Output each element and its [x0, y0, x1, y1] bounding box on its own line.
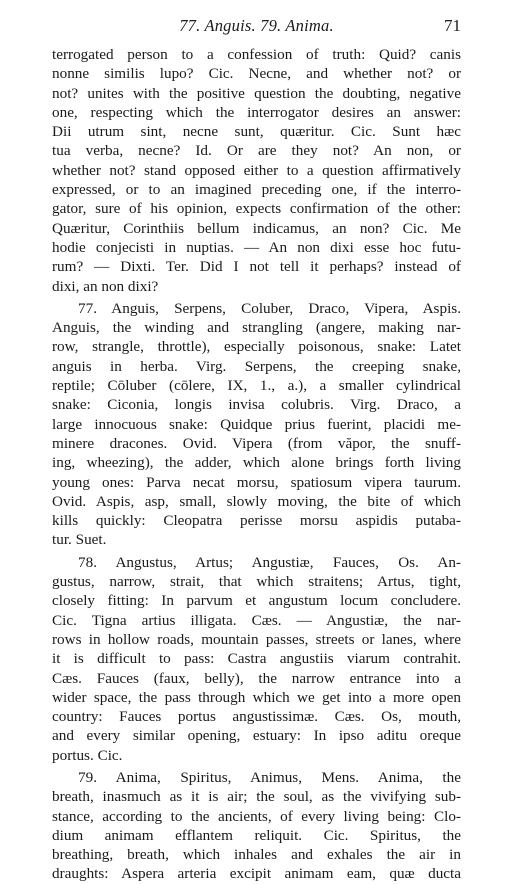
text-line: gator, sure of his opinion, expects confirmation of the other: — [52, 200, 461, 218]
section-heading-77: 77. Anguis, Serpens, Coluber, Draco, Vipera, Aspis. — [78, 299, 461, 317]
running-title: 77. Anguis. 79. Anima. — [179, 16, 334, 35]
text-line: ing, wheezing), the adder, which alone brings forth living — [52, 454, 461, 472]
text-line: wider space, the pass through which we get into a more open — [52, 688, 461, 706]
text-line: Ovid. Aspis, asp, small, slowly moving, the bite of which — [52, 492, 461, 510]
text-line: portus. Cic. — [52, 746, 123, 764]
text-line: one, respecting which the interrogator desires an answer: — [52, 103, 461, 121]
body-text — [52, 45, 461, 884]
text-line: Cic. Tigna artius illigata. Cæs. — Angustiæ, the nar- — [52, 611, 461, 629]
text-line: large innocuous snake: Quidque prius fuerint, placidi me- — [52, 415, 461, 433]
text-line: reptile; Cōluber (cōlere, IX, 1., a.), a smaller cylindrical — [52, 377, 461, 395]
text-line: nonne similis lupo? Cic. Necne, and whether not? or — [52, 65, 461, 83]
text-line: it is difficult to pass: Castra angustiis viarum contrahit. — [52, 650, 461, 668]
text-line: Cæs. Fauces (faux, belly), the narrow entrance into a — [52, 669, 461, 687]
text-line: whether not? stand opposed either to a question affirmatively — [52, 161, 461, 179]
text-line: closely fitting: In parvum et angustum locum concludere. — [52, 592, 461, 610]
text-line: snake: Ciconia, longis invisa colubris. Virg. Draco, a — [52, 396, 461, 414]
text-line: kills quickly: Cleopatra perisse morsu aspidis putaba- — [52, 512, 461, 530]
section-heading-78: 78. Angustus, Artus; Angustiæ, Fauces, Os. An- — [78, 553, 461, 571]
running-head — [52, 16, 461, 36]
text-line: Anguis, the winding and strangling (angere, making nar- — [52, 319, 461, 337]
text-line: rum? — Dixti. Ter. Did I not tell it perhaps? instead of — [52, 258, 461, 276]
text-line: minere dracones. Ovid. Vipera (from văpor, the snuff- — [52, 434, 461, 452]
text-line: rows in hollow roads, mountain passes, streets or lanes, where — [52, 630, 461, 648]
text-line: breathing, breath, which inhales and exhales the air in — [52, 846, 461, 864]
page-number: 71 — [444, 16, 461, 35]
text-line: terrogated person to a confession of truth: Quid? canis — [52, 46, 461, 63]
text-line: tur. Suet. — [52, 531, 107, 549]
text-line: stance, according to the ancients, of every living being: Clo- — [52, 807, 461, 825]
text-line: and every similar opening, estuary: In ipso aditu oreque — [52, 727, 461, 745]
text-line: Quæritur, Corinthiis bellum indicamus, an non? Cic. Me — [52, 219, 461, 237]
text-line: breath, inasmuch as it is air; the soul, as the vivifying sub- — [52, 788, 461, 806]
text-line: row, strangle, throttle), especially poisonous, snake: Latet — [52, 338, 461, 356]
text-line: young ones: Parva necat morsu, spatiosum vipera taurum. — [52, 473, 461, 491]
section-heading-79: 79. Anima, Spiritus, Animus, Mens. Anima, the — [78, 768, 461, 786]
text-line: expressed, or to an imagined preceding one, if the interro- — [52, 181, 461, 199]
text-line: tua verba, necne? Id. Or are they not? An non, or — [52, 142, 461, 160]
text-line: Dii utrum sint, necne sunt, quæritur. Cic. Sunt hæc — [52, 123, 461, 141]
text-line: anguis in herba. Virg. Serpens, the creeping snake, — [52, 357, 461, 375]
text-line: country: Fauces portus angustissimæ. Cæs. Os, mouth, — [52, 708, 461, 726]
text-line: not? unites with the positive question the doubting, negative — [52, 84, 461, 102]
text-line: hodie conjecisti in nuptias. — An non dixi esse hoc futu- — [52, 238, 461, 256]
text-line: gustus, narrow, strait, that which straitens; Artus, tight, — [52, 573, 461, 591]
text-line: dium animam efflantem reliquit. Cic. Spiritus, the — [52, 826, 461, 844]
text-line: dixi, an non dixi? — [52, 277, 159, 295]
text-line: draughts: Aspera arteria excipit animam eam, quæ ducta — [52, 865, 461, 883]
